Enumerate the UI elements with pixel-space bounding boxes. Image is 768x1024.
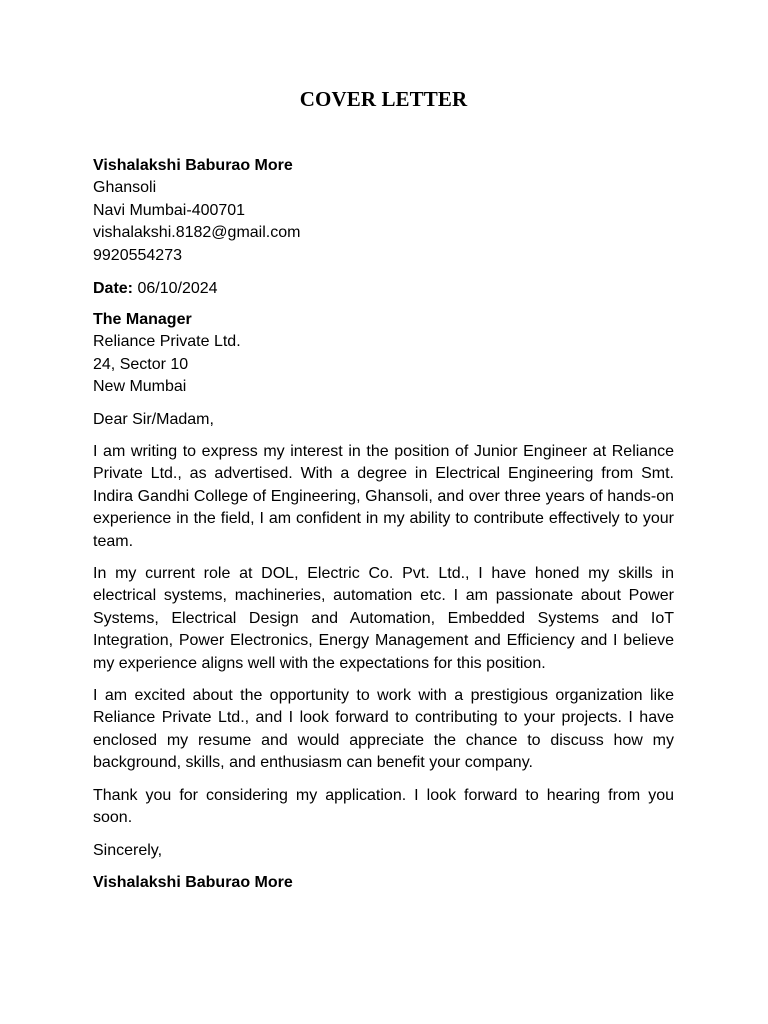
recipient-company: Reliance Private Ltd. <box>93 333 241 351</box>
date-value: 06/10/2024 <box>137 280 218 297</box>
document-title: COVER LETTER <box>299 87 468 111</box>
sender-name: Vishalakshi Baburao More <box>93 157 293 174</box>
body-paragraph-2: In my current role at DOL, Electric Co. Pvt. Ltd., I have honed my skills in electrical systems, machineries, automation etc. I am passionate about Power Systems, Electrical Design and Automation, Embedded Systems and IoT Integration, Power Electronics, Energy Management and Efficiency and I believe my experience aligns well with the expectations for this position. <box>93 565 674 672</box>
sender-phone: 9920554273 <box>93 246 182 264</box>
date-label: Date: <box>93 280 134 297</box>
sender-email: vishalakshi.8182@gmail.com <box>93 224 301 242</box>
date-line <box>93 278 674 300</box>
sender-address-line1: Ghansoli <box>93 179 157 197</box>
recipient-title: The Manager <box>93 311 192 328</box>
closing: Sincerely, <box>93 842 163 859</box>
sender-address-line2: Navi Mumbai-400701 <box>93 201 246 219</box>
sender-block <box>93 155 674 267</box>
salutation: Dear Sir/Madam, <box>93 411 214 428</box>
signature-name: Vishalakshi Baburao More <box>93 874 293 891</box>
body-paragraph-3: I am excited about the opportunity to work with a prestigious organization like Reliance Private Ltd., and I look forward to contributing to your projects. I have enclosed my resume and would appreciate the chance to discuss how my background, skills, and enthusiasm can benefit your company. <box>93 687 674 772</box>
recipient-address-line2: New Mumbai <box>93 378 187 396</box>
body-paragraph-4: Thank you for considering my application. I look forward to hearing from you soon. <box>93 787 674 827</box>
recipient-block <box>93 309 674 399</box>
body-paragraph-1: I am writing to express my interest in the position of Junior Engineer at Reliance Private Ltd., as advertised. With a degree in Electrical Engineering from Smt. Indira Gandhi College of Engineering, Ghansoli, and over three years of hands-on experience in the field, I am confident in my ability to contribute effectively to your team. <box>93 443 674 550</box>
recipient-address-line1: 24, Sector 10 <box>93 355 189 373</box>
